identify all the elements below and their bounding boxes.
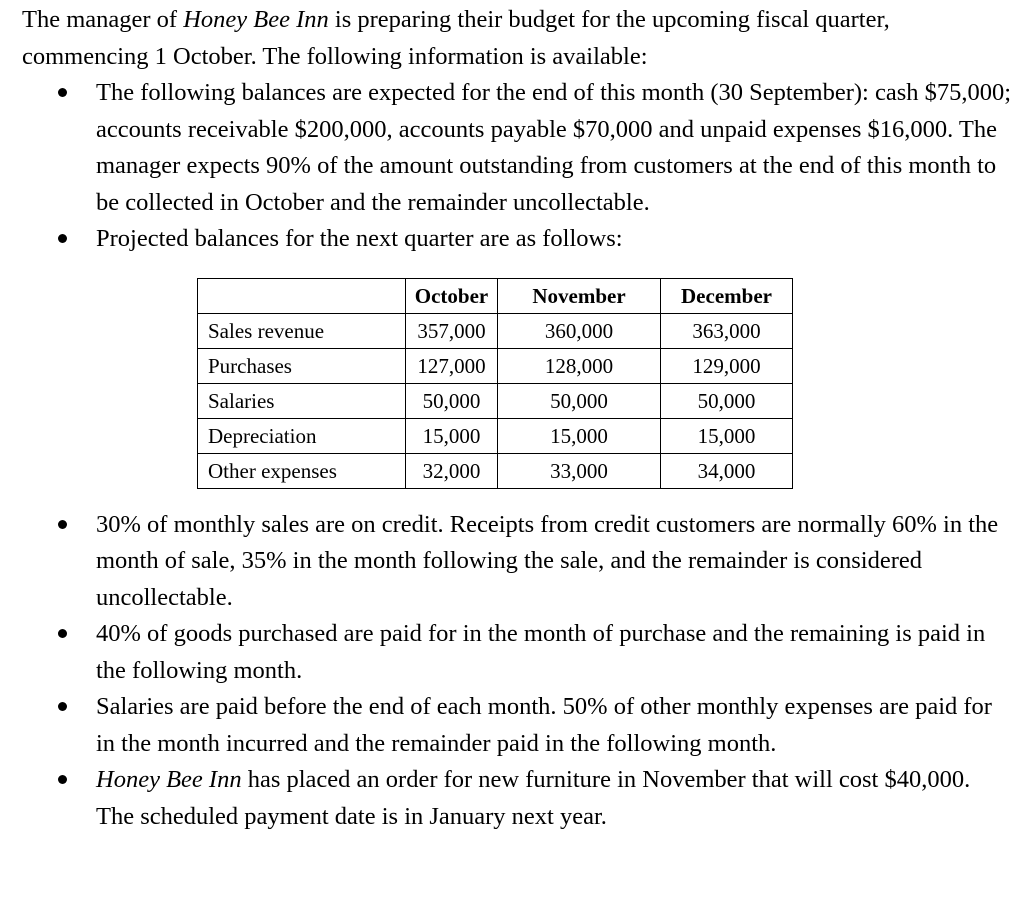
- budget-table: [197, 278, 793, 489]
- bullet-projected-text: Projected balances for the next quarter are as follows:: [96, 225, 623, 252]
- row-label: Salaries: [198, 383, 406, 418]
- bullet-balances-text: The following balances are expected for the end of this month (30 September): cash $75,000; accounts receivable $200,000, accounts payable $70,000 and unpaid expenses $16,000. The manager expects 90% of the amount outstanding from customers at the end of this month to be collected in October and the remainder uncollectable.: [96, 79, 1012, 216]
- bullet-dot: [58, 88, 67, 97]
- intro-paragraph: [22, 2, 1012, 75]
- bullet-dot: [58, 775, 67, 784]
- cell-value: 357,000: [406, 313, 498, 348]
- bullet-furniture: [22, 762, 1012, 835]
- cell-value: 128,000: [498, 348, 661, 383]
- cell-value: 127,000: [406, 348, 498, 383]
- bullet-credit-sales-text: 30% of monthly sales are on credit. Receipts from credit customers are normally 60% in the month of sale, 35% in the month following the sale, and the remainder is considered uncollectable.: [96, 510, 999, 611]
- bullet-balances: [22, 75, 1012, 221]
- cell-value: 50,000: [406, 383, 498, 418]
- cell-value: 50,000: [498, 383, 661, 418]
- row-label: Depreciation: [198, 418, 406, 453]
- bullet-credit-sales: [22, 507, 1012, 617]
- cell-value: 363,000: [661, 313, 793, 348]
- cell-value: 34,000: [661, 453, 793, 488]
- bullet-furniture-text: has placed an order for new furniture in November that will cost $40,000. The scheduled payment date is in January next year.: [96, 766, 971, 830]
- bullet-purchases-text: 40% of goods purchased are paid for in the month of purchase and the remaining is paid in the following month.: [96, 620, 986, 684]
- table-row: [198, 418, 793, 453]
- table-header-november: November: [498, 278, 661, 313]
- cell-value: 50,000: [661, 383, 793, 418]
- cell-value: 129,000: [661, 348, 793, 383]
- bullet-list-bottom: [22, 507, 1012, 836]
- row-label: Purchases: [198, 348, 406, 383]
- table-row: [198, 348, 793, 383]
- budget-table-wrapper: [197, 278, 1012, 489]
- intro-text-end: is preparing their budget for the upcoming fiscal quarter, commencing 1 October. The following information is available:: [22, 6, 890, 70]
- document-page: [22, 2, 1012, 835]
- cell-value: 360,000: [498, 313, 661, 348]
- table-header-row: [198, 278, 793, 313]
- row-label: Sales revenue: [198, 313, 406, 348]
- cell-value: 15,000: [498, 418, 661, 453]
- bullet-dot: [58, 520, 67, 529]
- table-header-october: October: [406, 278, 498, 313]
- bullet-dot: [58, 702, 67, 711]
- business-name: Honey Bee Inn: [96, 766, 242, 793]
- intro-text-start: The manager of: [22, 6, 184, 33]
- cell-value: 32,000: [406, 453, 498, 488]
- table-header-december: December: [661, 278, 793, 313]
- bullet-purchases: [22, 616, 1012, 689]
- table-row: [198, 313, 793, 348]
- row-label: Other expenses: [198, 453, 406, 488]
- table-row: [198, 383, 793, 418]
- bullet-dot: [58, 629, 67, 638]
- cell-value: 33,000: [498, 453, 661, 488]
- bullet-dot: [58, 234, 67, 243]
- cell-value: 15,000: [661, 418, 793, 453]
- business-name: Honey Bee Inn: [183, 6, 329, 33]
- bullet-salaries: [22, 689, 1012, 762]
- bullet-salaries-text: Salaries are paid before the end of each month. 50% of other monthly expenses are paid for in the month incurred and the remainder paid in the following month.: [96, 693, 992, 757]
- cell-value: 15,000: [406, 418, 498, 453]
- bullet-projected: [22, 221, 1012, 258]
- table-header-blank: [198, 278, 406, 313]
- bullet-list-top: [22, 75, 1012, 258]
- table-row: [198, 453, 793, 488]
